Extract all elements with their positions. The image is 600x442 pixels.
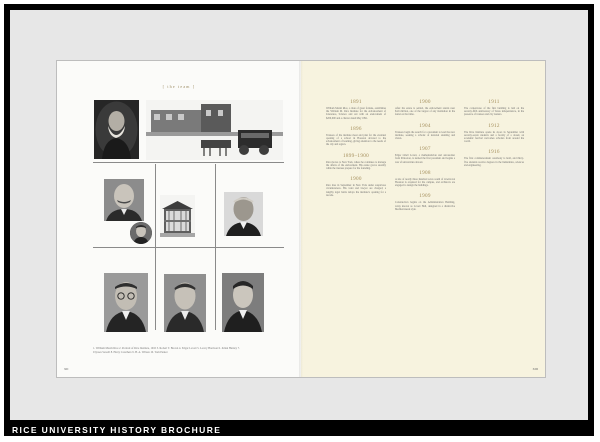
photo-mustache-man [104, 179, 144, 221]
timeline-entry [395, 170, 455, 188]
timeline-entry [326, 176, 386, 197]
timeline-entry [326, 126, 386, 147]
entry-text: A site of nearly three hundred acres south of downtown Houston is acquired for the campus, and architects are engaged to design the buildings. [395, 177, 455, 188]
photo-campus-street [146, 100, 283, 160]
book-spread [57, 61, 545, 377]
entry-text: Trustees begin the search for a president to lead the new institute, seeking a scholar of national standing and vision. [395, 130, 455, 141]
right-page [301, 61, 545, 377]
entry-year: 1900 [350, 176, 362, 183]
entry-text: Trustees of the institute meet and plan for the eventual opening of a school in Houston devoted to the advancement of learning, giving attention to the needs of the city and region. [326, 133, 386, 147]
spread-gutter [299, 61, 303, 377]
entry-year: 1911 [488, 99, 500, 105]
folio-left: XII [64, 367, 69, 371]
entry-text: After the estate is settled, the endowment stands near $4.6 million, one of the largest of any institution in the nation at that time. [395, 107, 455, 117]
timeline-entry [464, 123, 524, 144]
photo-man-suit [164, 274, 206, 332]
entry-year: 1891 [350, 99, 362, 105]
entry-year: 1896 [350, 125, 362, 132]
timeline-entry [464, 149, 524, 167]
entry-year: 1907 [419, 146, 431, 153]
grid-divider [93, 247, 284, 248]
entry-text: The cornerstone of the first building is laid on the seventy-fifth anniversary of Texas independence, in the presence of trustees and city leaders. [464, 107, 524, 117]
entry-year: 1908 [419, 169, 431, 176]
photo-caption: 1. William Marsh Rice 2. Portrait of Rice Institute, 1910 3. Robert T. Brown 4. Edgar Lovett 5. Lowry Harrison 6. Julian Huxley 7. Ulysses Sewell 8. Harry Carothers 9. H. A. Wilson 10. Tom Parker [93, 347, 240, 354]
entry-text: Rice dies in September in New York under suspicious circumstances. His valet and lawyer are charged; a lengthy legal battle delays the institute's opening for a decade. [326, 184, 386, 197]
section-title: [ the team ] [162, 84, 196, 89]
entry-year: 1904 [419, 122, 431, 129]
timeline-entry [395, 99, 455, 117]
entry-year: 1916 [488, 149, 500, 156]
photo-bald-man [224, 192, 263, 236]
grid-divider [215, 164, 216, 330]
entry-text: Edgar Odell Lovett, a mathematician and astronomer from Princeton, is named the first president and begins a tour of universities abroad. [395, 154, 455, 164]
timeline-column-1 [326, 97, 386, 369]
timeline-column-2 [395, 97, 455, 369]
timeline-entry [395, 193, 455, 211]
timeline-entry [464, 99, 524, 117]
entry-text: William Marsh Rice, a man of great fortune, establishes the William M. Rice Institute for the Advancement of Literature, Science and Art with an endowment of $200,000 and a charter dated May 1891. [326, 107, 386, 120]
timeline-entry [326, 99, 386, 120]
timeline-column-3 [464, 97, 524, 369]
entry-year: 1899–1900 [342, 152, 370, 159]
photo-founder-portrait [94, 100, 139, 159]
left-page [57, 61, 301, 377]
timeline-entry [395, 146, 455, 164]
entry-year: 1912 [488, 122, 500, 129]
footer-title: RICE UNIVERSITY HISTORY BROCHURE [12, 425, 222, 435]
photo-building [160, 195, 195, 237]
timeline-entry [395, 123, 455, 141]
grid-divider [155, 164, 156, 330]
entry-text: Construction begins on the Administration Building, today known as Lovett Hall, designed in a distinctive Mediterranean style. [395, 201, 455, 211]
entry-text: Rice moves to New York, where he continues to manage the affairs of the endowment. His estate grows steadily while the trustees prepare for the founding. [326, 160, 386, 171]
photo-young-man [222, 273, 264, 332]
entry-year: 1909 [419, 193, 431, 200]
folio-right: XIII [532, 367, 538, 371]
grid-divider [93, 162, 284, 163]
entry-text: The first commencement ceremony is held, and thirty-five students receive degrees in the humanities, sciences and engineering. [464, 157, 524, 167]
brochure-stage [10, 10, 588, 420]
timeline-entry [326, 153, 386, 171]
entry-text: The Rice Institute opens its doors in September with seventy-seven students and a faculty of a dozen; an academic festival welcomes scholars from around the world. [464, 130, 524, 144]
photo-man-glasses [104, 273, 148, 332]
entry-year: 1900 [419, 99, 431, 105]
photo-young-man-oval [130, 222, 152, 244]
